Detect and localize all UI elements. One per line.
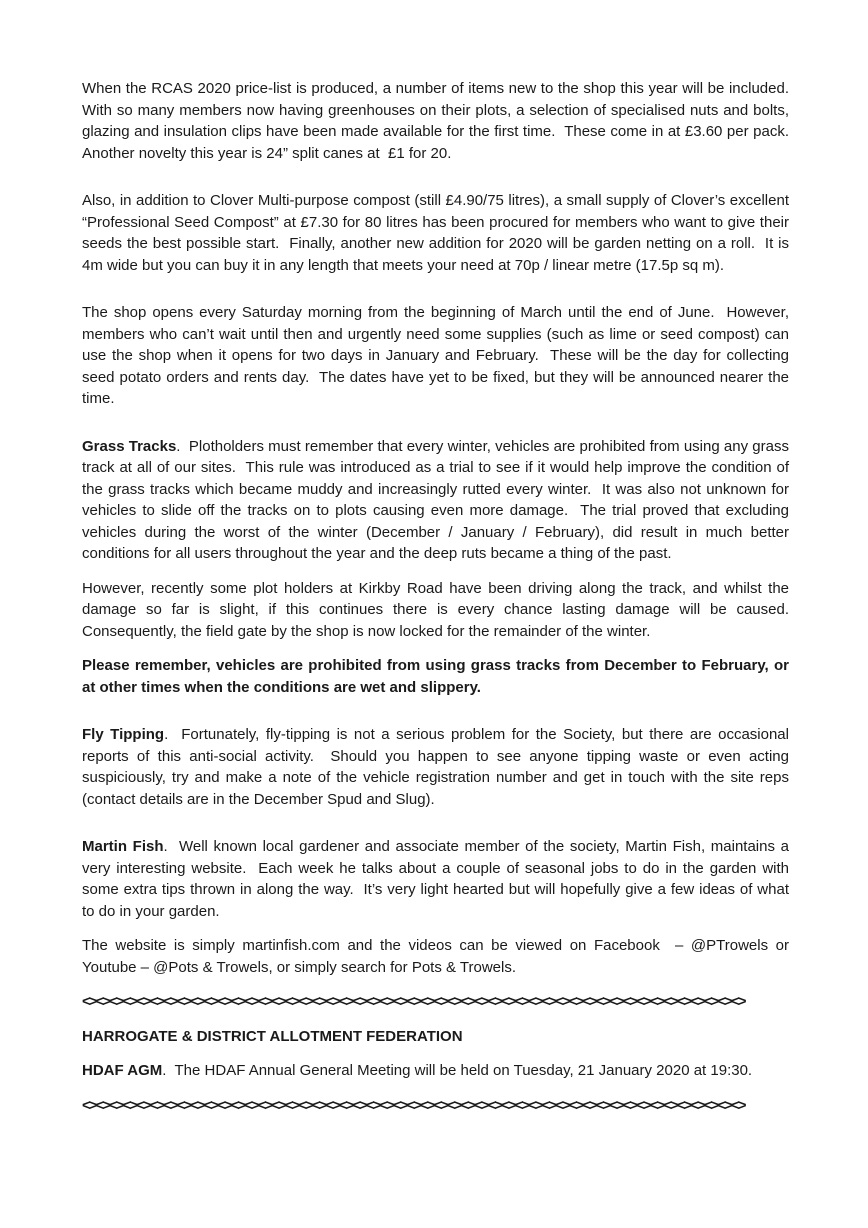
grass-tracks-lead: Grass Tracks bbox=[82, 437, 177, 455]
hdaf-agm-lead: HDAF AGM bbox=[82, 1062, 163, 1079]
fly-tipping-lead: Fly Tipping bbox=[82, 726, 165, 743]
hdaf-agm-body: . The HDAF Annual General Meeting will be held on Tuesday, 21 January 2020 at 19:30. bbox=[162, 1062, 753, 1079]
martin-fish-body: . Well known local gardener and associate member of the society, Martin Fish, maintains a very interesting website. Each week he talks about a couple of seasonal jobs to do in the garden with some extra tips thrown in along the way. It’s very light hearted but will hopefully give a few ideas of what to do in your garden. bbox=[82, 838, 794, 920]
paragraph-hdaf-agm bbox=[82, 1060, 789, 1082]
paragraph-fly-tipping bbox=[82, 724, 794, 810]
grass-tracks-body: . Plotholders must remember that every winter, vehicles are prohibited from using any grass track at all of our sites. This rule was introduced as a trial to see if it would help improve the condition of the grass tracks which became muddy and increasingly rutted every winter. It was also not unknown for vehicles to slide off the tracks on to plots causing even more damage. The trial proved that excluding vehicles during the worst of the winter (December / January / February), did result in much better conditions for all users throughout the year and the deep ruts became a thing of the past. bbox=[82, 437, 794, 562]
section-divider-top: <><><><><><><><><><><><><><><><><><><><><><><><><><><><><><><><><><><><><><><><><><><><><><><><><> bbox=[82, 993, 745, 1010]
martin-fish-lead: Martin Fish bbox=[82, 838, 164, 855]
paragraph-kirkby-road: However, recently some plot holders at Kirkby Road have been driving along the track, and whilst the damage so far is slight, if this continues there is every chance lasting damage will be caused. Consequently, the field gate by the shop is now locked for the remainder of the winter. bbox=[82, 579, 798, 640]
paragraph-vehicles-warning: Please remember, vehicles are prohibited from using grass tracks from December to February, or at other times when the conditions are wet and slippery. bbox=[82, 657, 794, 696]
paragraph-website: The website is simply martinfish.com and the videos can be viewed on Facebook – @PTrowels or Youtube – @Pots & Trowels, or simply search for Pots & Trowels. bbox=[82, 937, 793, 976]
federation-heading: HARROGATE & DISTRICT ALLOTMENT FEDERATION bbox=[82, 1027, 463, 1045]
paragraph-shop-opening: The shop opens every Saturday morning from the beginning of March until the end of June. However, members who can’t wait until then and urgently need some supplies (such as lime or seed compost) can use the shop when it opens for two days in January and February. These will be the day for collecting seed potato orders and rents day. The dates have yet to be fixed, but they will be announced nearer the time. bbox=[82, 304, 794, 407]
paragraph-grass-tracks bbox=[82, 436, 794, 565]
paragraph-compost: Also, in addition to Clover Multi-purpose compost (still £4.90/75 litres), a small supply of Clover’s excellent “Professional Seed Compost” at £7.30 for 80 litres has been procured for members who want to give their seeds the best possible start. Finally, another new addition for 2020 will be garden netting on a roll. It is 4m wide but you can buy it in any length that meets your need at 70p / linear metre (17.5p sq m). bbox=[82, 192, 794, 274]
fly-tipping-body: . Fortunately, fly-tipping is not a serious problem for the Society, but there are occasional reports of this anti-social activity. Should you happen to see anyone tipping waste or even acting suspiciously, try and make a note of the vehicle registration number and get in touch with the site reps (contact details are in the December Spud and Slug). bbox=[82, 726, 794, 808]
section-divider-bottom: <><><><><><><><><><><><><><><><><><><><><><><><><><><><><><><><><><><><><><><><><><><><><><><><><> bbox=[82, 1096, 745, 1114]
paragraph-shop-new-items: When the RCAS 2020 price-list is produced, a number of items new to the shop this year will be included. With so many members now having greenhouses on their plots, a selection of specialised nuts and bolts, glazing and insulation clips have been made available for the first time. These come in at £3.60 per pack. Another novelty this year is 24” split canes at £1 for 20. bbox=[82, 80, 798, 162]
paragraph-martin-fish bbox=[82, 836, 794, 922]
